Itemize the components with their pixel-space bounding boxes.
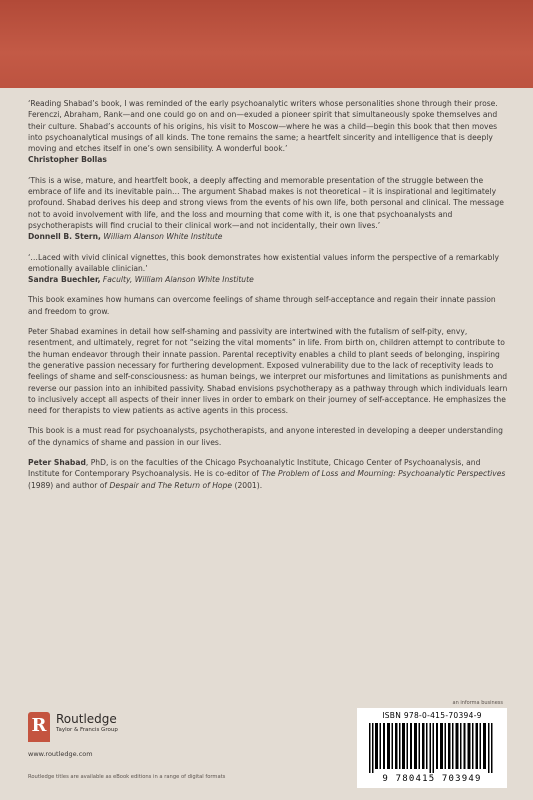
- review-1: [28, 98, 512, 166]
- barcode-digits: 9 780415 703949: [382, 774, 482, 784]
- review-2: [28, 175, 512, 243]
- description-paragraph: Peter Shabad examines in detail how self-shaming and passivity are intertwined with the futalism of self-pity, envy, resentment, and ultimately, regret for not “seizing the vital moments” in life. From birth on, children attempt to contribute to the human endeavor through their innate passion. Parental receptivity enables a child to plant seeds of belonging, inspiring the generative passion necessary for furthering development. Exposed vulnerability due to the lack of receptivity leads to feelings of shame and self-consciousness: as human beings, we interpret our misfortunes and limitations as punishments and reverse our passion into an inhibited passivity. Shabad envisions psychotherapy as a pathway through which individuals learn to inclusively accept all aspects of their inner lives in order to embark on their journey of self-acceptance. He emphasizes the need for therapists to view patients as active agents in this process.: [28, 327, 508, 416]
- ebook-note: Routledge titles are available as eBook editions in a range of digital formats: [28, 774, 226, 780]
- author-bio: Peter Shabad, PhD, is on the faculties of the Chicago Psychoanalytic Institute, Chicago Center of Psychoanalysis, and Institute for Contemporary Psychoanalysis. He is co-editor of The Problem of Loss and Mourning: Psychoanalytic Perspectives (1989) and author of Despair and The Return of Hope (2001).: [28, 458, 506, 490]
- book-title: The Problem of Loss and Mourning: Psychoanalytic Perspectives: [261, 469, 506, 479]
- publisher-website: www.routledge.com: [28, 750, 93, 758]
- publisher-logo: [28, 712, 228, 752]
- review-quote: ‘Reading Shabad’s book, I was reminded of the early psychoanalytic writers whose personalities shone through their prose. Ferenczi, Abraham, Rank—and one could go on and on—exuded a pioneer spirit that simultaneously spoke themselves and their culture. Shabad’s accounts of his origins, his visit to Moscow—where he was a child—begin this book that then moves into psychoanalytical musings of all kinds. The tone remains the same; a heartfelt sincerity and intelligence that is deeply moving and etches itself in one’s own sensibility. A wonderful book.’: [28, 99, 498, 154]
- author-name: Peter Shabad: [28, 458, 86, 468]
- barcode: [357, 708, 507, 788]
- review-quote: ‘…Laced with vivid clinical vignettes, this book demonstrates how existential values inform the perspective of a remarkably emotionally available clinician.’: [28, 252, 499, 273]
- top-color-band: [0, 0, 533, 88]
- review-quote: ‘This is a wise, mature, and heartfelt book, a deeply affecting and memorable presentation of the struggle between the embrace of life and its inevitable pain… The argument Shabad makes is not theoretical – it is inspirational and legitimately profound. Shabad derives his deep and strong views from the events of his own life, both personal and clinical. The message not to avoid involvement with life, and the loss and mourning that come with it, is one that psychoanalysts and psychotherapists will find crucial to their clinical work—and not incidentally, their own lives.’: [28, 175, 504, 230]
- reviewer-affiliation: William Alanson White Institute: [103, 232, 223, 242]
- review-3: [28, 252, 512, 286]
- barcode-bars-icon: [369, 723, 495, 773]
- reviewer-affiliation: Faculty, William Alanson White Institute: [102, 275, 254, 285]
- cover-text: [28, 98, 512, 491]
- reviewer-name: Christopher Bollas: [28, 155, 107, 165]
- publisher-group: Taylor & Francis Group: [56, 727, 118, 733]
- publisher-name: Routledge: [56, 712, 117, 726]
- reviewer-name: Donnell B. Stern,: [28, 232, 101, 242]
- description-paragraph: This book is a must read for psychoanalysts, psychotherapists, and anyone interested in developing a deeper understanding of the dynamics of shame and passion in our lives.: [28, 426, 503, 447]
- reviewer-name: Sandra Buechler,: [28, 275, 101, 285]
- isbn-label: ISBN 978-0-415-70394-9: [382, 711, 482, 720]
- book-title: Despair and The Return of Hope: [109, 480, 233, 490]
- routledge-r-icon: R: [28, 712, 50, 742]
- informa-tag: an informa business: [452, 700, 503, 706]
- description-paragraph: This book examines how humans can overcome feelings of shame through self-acceptance and regain their innate passion and freedom to grow.: [28, 295, 496, 316]
